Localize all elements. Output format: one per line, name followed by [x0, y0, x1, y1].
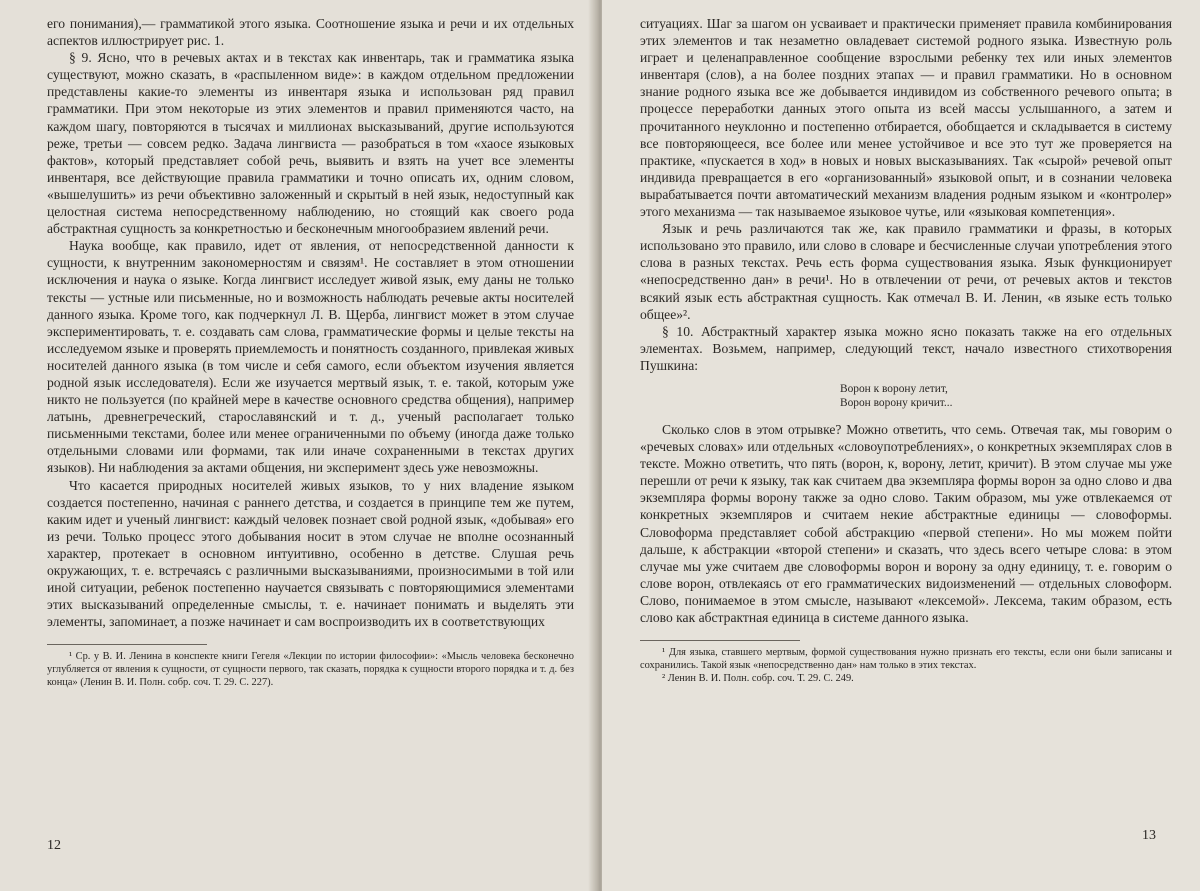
footnote: ¹ Ср. у В. И. Ленина в конспекте книги Гегеля «Лекции по истории философии»: «Мысль человека бесконечно углубляется от явления к сущности, от сущности первого, так сказать, порядка к сущности второго порядка и т. д. без конца» (Ленин В. И. Полн. собр. соч. Т. 29. С. 227). — [47, 651, 574, 688]
paragraph: ситуациях. Шаг за шагом он усваивает и практически применяет правила комбинирования этих элементов и так незаметно овладевает системой родного языка. Известную роль играет и целенаправленное сообщение взрослыми ребенку тех или иных элементов инвентаря (слов), а на более поздних этапах — и правил грамматики. Но в основном знание родного языка все же добывается индивидом из собственного речевого опыта; в процессе переработки данных этого опыта из всей массы услышанного, а затем и прочитанного неуклонно и постепенно отбирается, обобщается и складывается в систему все повторяющееся, все более или менее устойчивое и все это тут же проверяется на практике, «пускается в ход» в новых и новых высказываниях. Так «сырой» речевой опыт индивида превращается в его «организованный» языковой опыт, и в сознании человека вырабатывается почти автоматический механизм владения родным языком и «контролер» этого механизма — так называемое языковое чутье, или «языковая компетенция». — [640, 16, 1172, 220]
paragraph: его понимания),— грамматикой этого языка. Соотношение языка и речи и их отдельных аспектов иллюстрирует рис. 1. — [47, 16, 574, 49]
right-footnotes — [640, 647, 1172, 686]
page-number: 13 — [1142, 828, 1156, 843]
poem-quote — [840, 382, 1172, 411]
left-footnotes — [47, 651, 574, 689]
poem-line: Ворон к ворону летит, — [840, 382, 948, 395]
footnote-rule — [47, 644, 207, 645]
paragraph: § 9. Ясно, что в речевых актах и в текстах как инвентарь, так и грамматика языка существуют, можно сказать, в «распыленном виде»: в каждом отдельном предложении представлены какие-то элементы из инвентаря языка и использован ряд правил грамматики. При этом некоторые из этих элементов и правил применяются часто, на каждом шагу, повторяются в тысячах и миллионах высказываний, другие используются реже, третьи — совсем редко. Задача лингвиста — разобраться в том «хаосе языковых фактов», который представляет собой речь, выявить и взять на учет все элементы инвентаря, все действующие правила грамматики и точно описать их, одним словом, «вышелушить» из речи объективно заложенный и скрытый в ней язык, недоступный как целостная система непосредственному наблюдению, но стоящий как своего рода абстрактная сущность за конкретностью и бесконечным многообразием явлений речи. — [47, 50, 574, 237]
paragraph: Язык и речь различаются так же, как правило грамматики и фразы, в которых использовано это правило, или слово в словаре и бесчисленные случаи употребления этого слова в разных текстах. Речь есть форма существования языка. Язык функционирует «непосредственно дан» в речи¹. Но в отвлечении от речи, от речевых актов и текстов всякий язык есть абстрактная сущность. Как отмечал В. И. Ленин, «в языке есть только общее»². — [640, 221, 1172, 322]
right-page — [602, 0, 1200, 891]
poem-line: Ворон ворону кричит... — [840, 397, 953, 410]
left-page — [0, 0, 598, 891]
paragraph: Сколько слов в этом отрывке? Можно ответить, что семь. Отвечая так, мы говорим о «речевых словах» или отдельных «словоупотреблениях», о конкретных экземплярах слов в тексте. Можно ответить, что пять (ворон, к, ворону, летит, кричит). В этом случае мы уже перешли от речи к языку, так как считаем два экземпляра формы ворон за одно слово и два экземпляра формы ворону также за одно слово. Таким образом, мы уже отвлекаемся от конкретных экземпляров и считаем некие абстрактные единицы — словоформы. Словоформа представляет собой абстракцию «первой степени». Но мы можем пойти дальше, к абстракции «второй степени» и сказать, что здесь всего четыре слова: в этом случае мы уже считаем две словоформы ворон и ворону за одну единицу, т. е. говорим о слове ворон, отвлекаясь от его грамматических видоизменений — отдельных словоформ. Слово, понимаемое в этом смысле, называют «лексемой». Лексема, таким образом, есть слово как абстрактная единица в системе данного языка. — [640, 421, 1172, 625]
footnote-rule — [640, 640, 800, 641]
left-body — [47, 15, 574, 630]
right-body — [640, 15, 1172, 626]
page-number: 12 — [47, 838, 61, 853]
paragraph: Наука вообще, как правило, идет от явления, от непосредственной данности к сущности, к внутренним закономерностям и связям¹. Не составляет в этом отношении исключения и наука о языке. Когда лингвист исследует живой язык, ему даны не только тексты — устные или письменные, но и возможность наблюдать речевые акты носителей данного языка. Кроме того, как подчеркнул Л. В. Щерба, лингвист может в этом случае экспериментировать, т. е. создавать сам слова, грамматические формы и целые тексты на исследуемом языке и проверять приемлемость и понятность созданного, привлекая живых носителей данного языка (в том числе и себя самого, если объектом изучения является родной язык исследователя). Если же изучается мертвый язык, т. е. такой, которым уже никто не пользуется (по крайней мере в качестве основного средства общения), например латынь, древнегреческий, старославянский и т. д., ученый располагает только письменными текстами, более или менее ограниченными по объему (иногда даже только отдельными словами или формами, так или иначе сохраненными в текстах других языков). Ни наблюдения за актами общения, ни эксперимент здесь уже невозможны. — [47, 238, 574, 476]
paragraph: § 10. Абстрактный характер языка можно ясно показать также на его отдельных элементах. Возьмем, например, следующий текст, начало известного стихотворения Пушкина: — [640, 323, 1172, 373]
footnote: ² Ленин В. И. Полн. собр. соч. Т. 29. С. 249. — [662, 673, 854, 685]
paragraph: Что касается природных носителей живых языков, то у них владение языком создается постепенно, начиная с раннего детства, и создается в принципе тем же путем, каким идет и ученый лингвист: каждый человек познает свой родной язык, «добывая» его из речи. Только процесс этого добывания носит в этом случае не вполне осознанный характер, протекает в основном интуитивно, особенно в детстве. Слушая речь окружающих, т. е. встречаясь с различными высказываниями, произносимыми в той или иной ситуации, ребенок постепенно научается связывать с повторяющимися элементами этих высказываний определенные смыслы, т. е. начинает понимать и выделять эти элементы, запоминает, а позже начинает и сам воспроизводить их в соответствующих — [47, 477, 574, 630]
footnote: ¹ Для языка, ставшего мертвым, формой существования нужно признать его тексты, если они были записаны и сохранились. Такой язык «непосредственно дан» нам только в этих текстах. — [640, 647, 1172, 671]
